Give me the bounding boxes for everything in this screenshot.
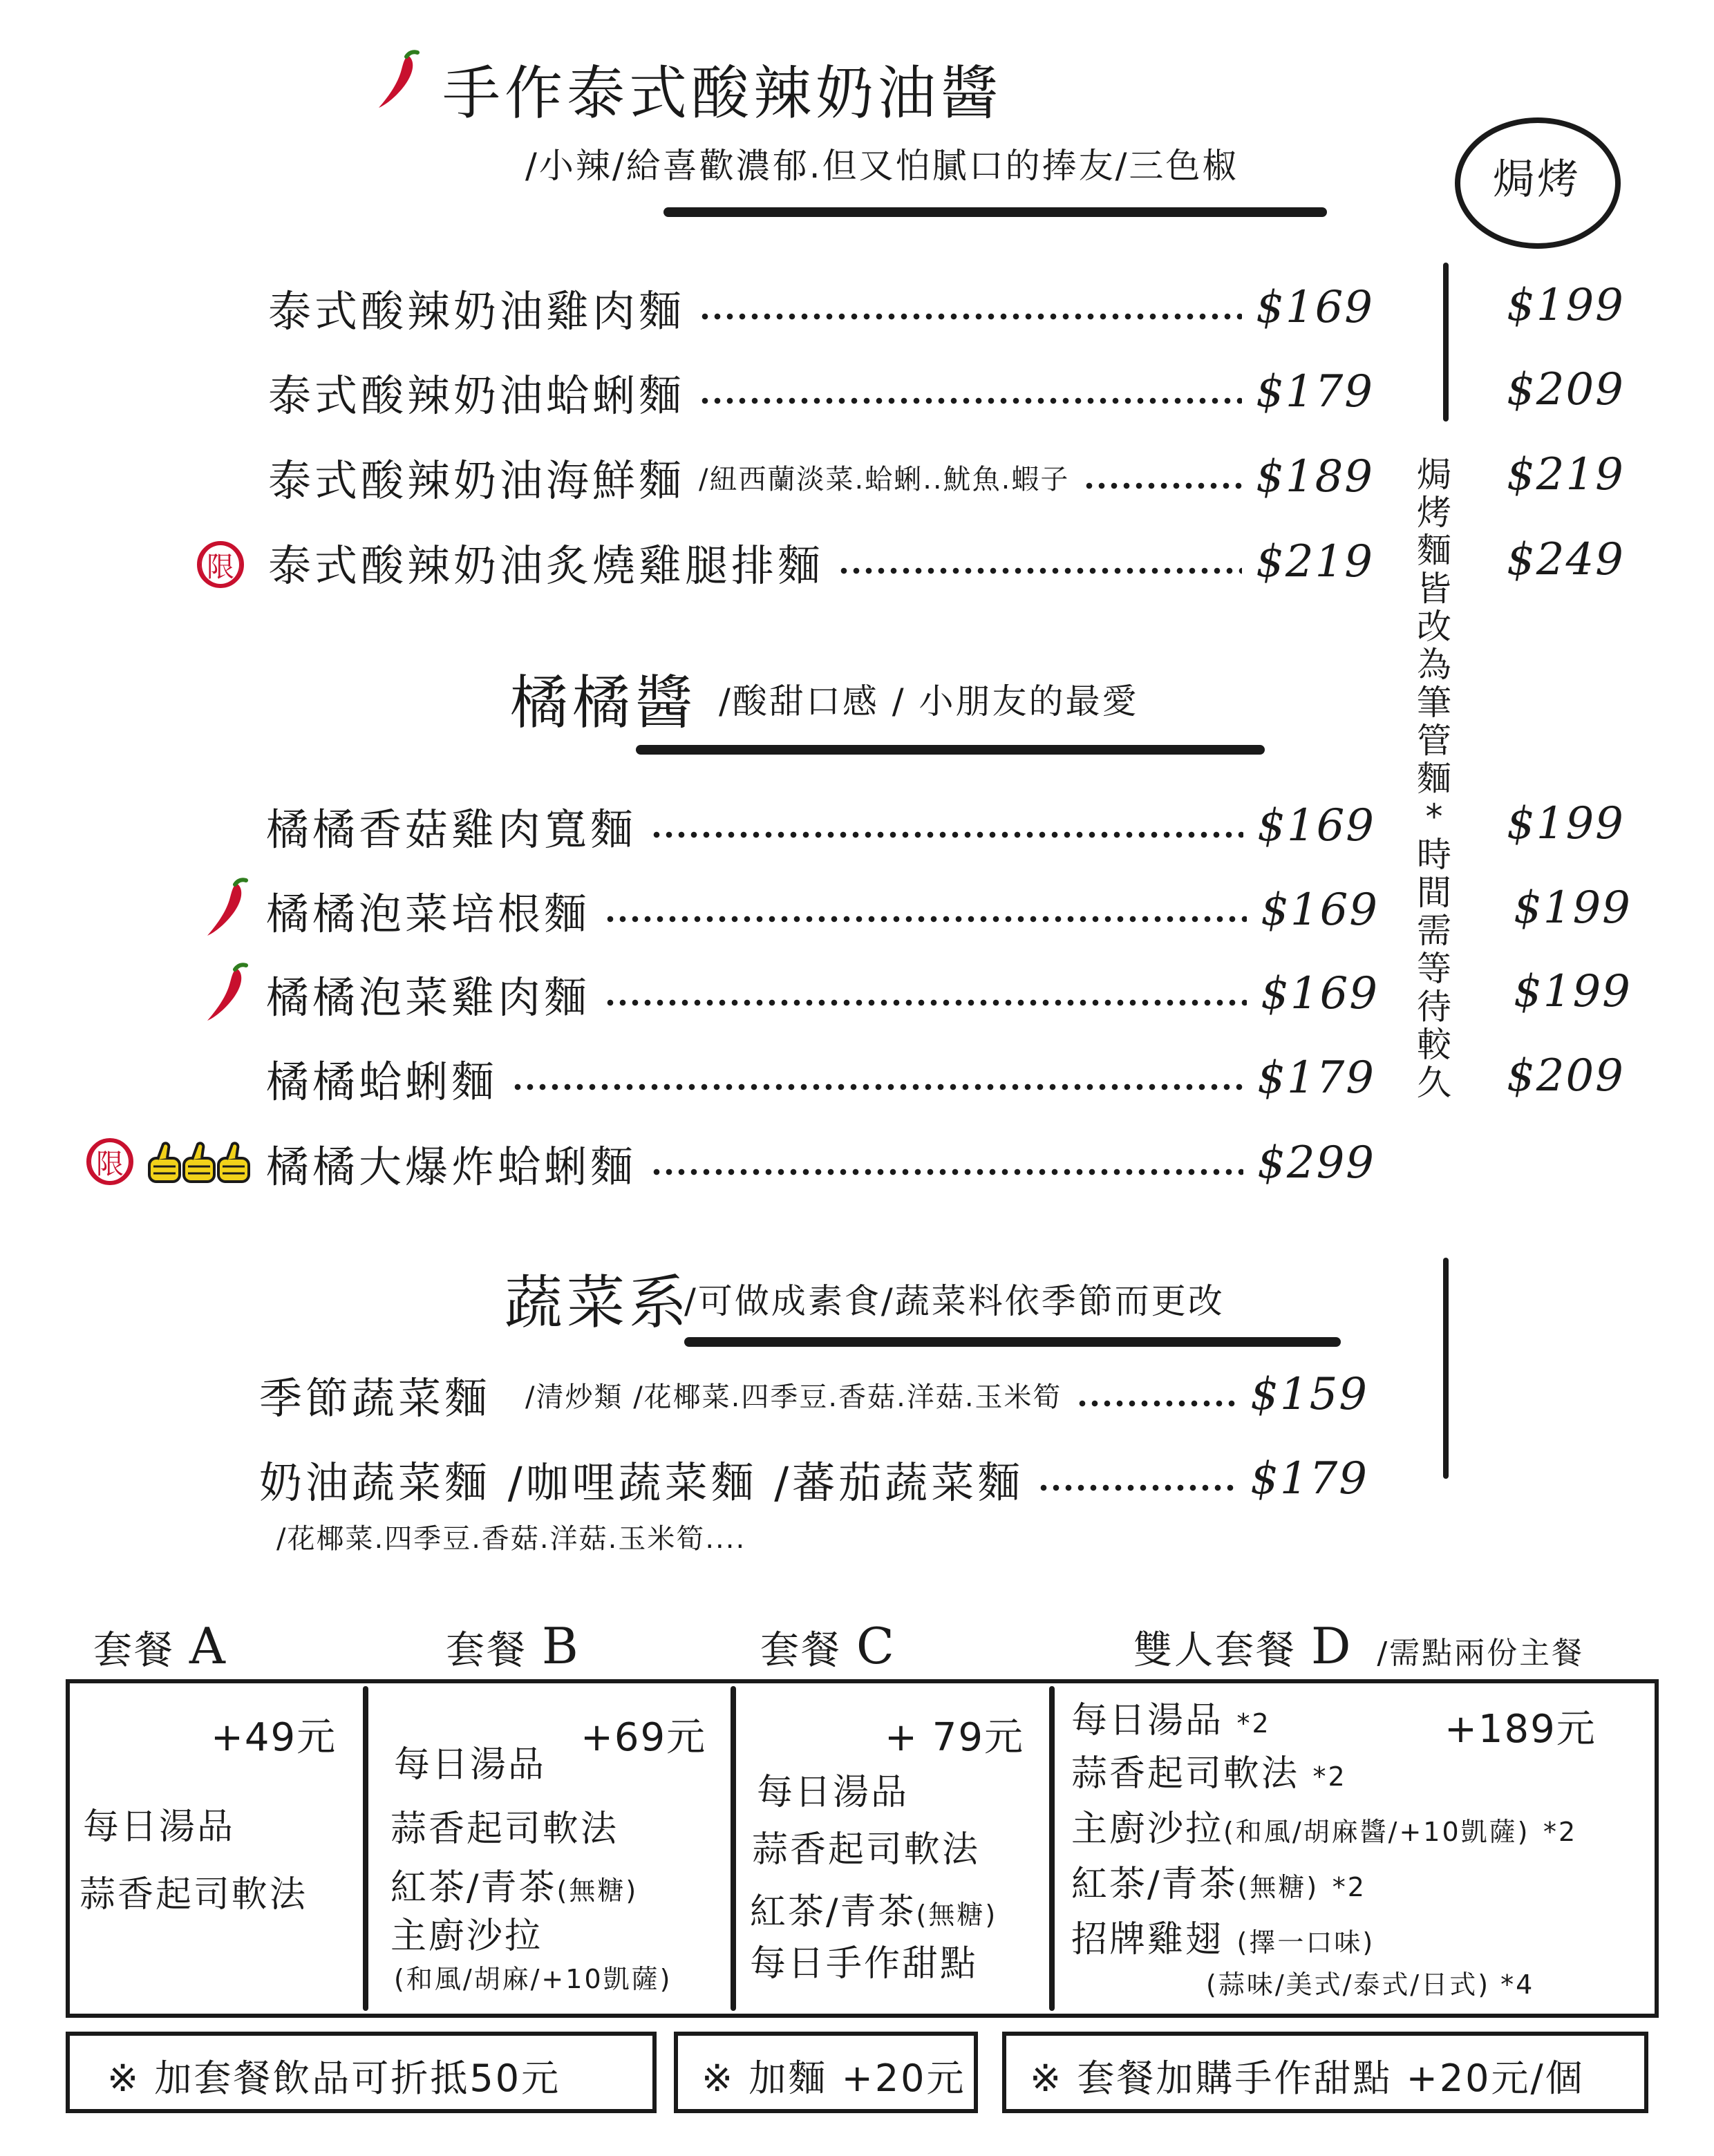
item-name: 泰式酸辣奶油海鮮麵 xyxy=(268,455,686,506)
roast-price: $209 xyxy=(1507,364,1625,415)
roast-price: $209 xyxy=(1507,1050,1625,1101)
set-d-price: +189元 xyxy=(1444,1707,1597,1752)
leader-dots xyxy=(699,312,1242,321)
set-c-line: 蒜香起司軟法 xyxy=(752,1829,981,1871)
leader-dots xyxy=(511,1082,1243,1092)
set-c-price: + 79元 xyxy=(885,1715,1024,1760)
vertical-note-char: 改 xyxy=(1417,607,1451,647)
item-name: 季節蔬菜麵 xyxy=(259,1372,491,1424)
veg-extra-note: /花椰菜.四季豆.香菇.洋菇.玉米筍.... xyxy=(276,1523,746,1555)
menu-item xyxy=(266,1135,1375,1191)
tomato-section-title: 橘橘醬 xyxy=(510,669,697,737)
set-a-price: +49元 xyxy=(211,1715,337,1760)
vertical-note-char: 筆 xyxy=(1417,683,1451,723)
vertical-note-char: 管 xyxy=(1417,721,1451,761)
set-b-line: 每日湯品 xyxy=(394,1744,547,1786)
leader-dots xyxy=(604,998,1247,1008)
set-d-heading: 雙人套餐 D /需點兩份主餐 xyxy=(1133,1617,1585,1675)
set-b-heading: 套餐 B xyxy=(446,1617,581,1675)
chili-pepper-icon xyxy=(373,50,422,112)
column-divider xyxy=(1049,1686,1055,2011)
add-dessert-text: ※ 套餐加購手作甜點 +20元/個 xyxy=(1030,2056,1585,2100)
vertical-note-char: 為 xyxy=(1417,645,1451,685)
set-d-line: 紅茶/青茶(無糖) *2 xyxy=(1071,1864,1366,1905)
set-a-line: 蒜香起司軟法 xyxy=(79,1874,308,1916)
item-note: /紐西蘭淡菜.蛤蜊..魷魚.蝦子 xyxy=(699,463,1070,495)
vertical-note-char: 焗 xyxy=(1417,455,1451,495)
leader-dots xyxy=(699,396,1242,406)
thumbs-up-icon xyxy=(214,1140,253,1184)
thumbs-up-icon xyxy=(145,1140,184,1184)
menu-item xyxy=(268,534,1374,589)
menu-item xyxy=(259,1451,1368,1506)
set-d-line: 每日湯品 *2 xyxy=(1071,1700,1271,1741)
vertical-note-char: * xyxy=(1425,797,1443,837)
brush-divider xyxy=(636,745,1265,755)
brush-divider xyxy=(684,1337,1341,1347)
set-d-line: 招牌雞翅 (擇一口味) xyxy=(1071,1919,1375,1960)
menu-item xyxy=(268,364,1374,419)
tomato-section-subtitle: /酸甜口感 / 小朋友的最愛 xyxy=(719,681,1139,721)
veg-section-subtitle: /可做成素食/蔬菜料依季節而更改 xyxy=(684,1281,1225,1321)
item-name: 泰式酸辣奶油炙燒雞腿排麵 xyxy=(268,540,825,591)
item-price: $169 xyxy=(1261,968,1379,1019)
item-price: $189 xyxy=(1256,451,1374,502)
vertical-note-char: 等 xyxy=(1417,949,1451,989)
item-price: $179 xyxy=(1257,1052,1375,1104)
menu-item xyxy=(266,1050,1375,1106)
set-b-salad-note: (和風/胡麻/+10凱薩) xyxy=(394,1964,672,1994)
menu-item xyxy=(266,882,1379,938)
item-note: /清炒類 /花椰菜.四季豆.香菇.洋菇.玉米筍 xyxy=(525,1381,1062,1413)
set-b-line: 蒜香起司軟法 xyxy=(390,1808,619,1850)
item-name: 橘橘泡菜培根麵 xyxy=(266,888,591,939)
menu-item xyxy=(268,280,1374,335)
set-a-heading: 套餐 A xyxy=(93,1617,227,1675)
add-noodle-text: ※ 加麵 +20元 xyxy=(701,2056,966,2100)
column-divider xyxy=(363,1686,368,2011)
item-name: 橘橘蛤蜊麵 xyxy=(266,1056,498,1107)
column-divider xyxy=(731,1686,736,2011)
menu-item xyxy=(268,449,1374,504)
drink-discount-text: ※ 加套餐飲品可折抵50元 xyxy=(107,2056,561,2100)
item-name: 奶油蔬菜麵 /咖哩蔬菜麵 /蕃茄蔬菜麵 xyxy=(259,1457,1024,1508)
chili-pepper-icon xyxy=(202,963,250,1025)
set-c-line: 紅茶/青茶(無糖) xyxy=(750,1891,998,1933)
leader-dots xyxy=(604,914,1247,924)
roast-price: $199 xyxy=(1514,966,1632,1017)
roast-price: $219 xyxy=(1507,449,1625,500)
set-b-price: +69元 xyxy=(581,1715,707,1760)
thai-section-subtitle: /小辣/給喜歡濃郁.但又怕膩口的捧友/三色椒 xyxy=(525,146,1239,186)
item-price: $159 xyxy=(1250,1369,1368,1420)
menu-item xyxy=(266,966,1379,1021)
item-price: $179 xyxy=(1256,366,1374,417)
veg-section-title: 蔬菜系 xyxy=(505,1269,692,1336)
roast-vertical-note xyxy=(1413,456,1455,1102)
set-c-heading: 套餐 C xyxy=(760,1617,896,1675)
item-price: $299 xyxy=(1257,1137,1375,1189)
item-name: 橘橘泡菜雞肉麵 xyxy=(266,972,591,1023)
item-price: $169 xyxy=(1257,800,1375,851)
item-name: 橘橘香菇雞肉寬麵 xyxy=(266,804,637,855)
brush-divider xyxy=(663,207,1327,217)
limited-badge: 限 xyxy=(197,541,244,588)
set-b-line: 紅茶/青茶(無糖) xyxy=(390,1867,639,1909)
vertical-note-char: 皆 xyxy=(1417,569,1451,609)
vertical-note-char: 烤 xyxy=(1417,493,1451,533)
roast-price: $249 xyxy=(1507,534,1625,585)
vertical-note-char: 待 xyxy=(1417,987,1451,1027)
menu-item xyxy=(259,1367,1368,1422)
leader-dots xyxy=(650,1167,1243,1177)
roast-price: $199 xyxy=(1514,882,1632,934)
vertical-note-char: 久 xyxy=(1417,1063,1451,1103)
item-price: $169 xyxy=(1256,282,1374,333)
roast-price: $199 xyxy=(1507,798,1625,849)
vertical-note-char: 麵 xyxy=(1417,759,1451,799)
chili-pepper-icon xyxy=(202,878,250,940)
set-b-line: 主廚沙拉 xyxy=(390,1916,543,1957)
set-a-line: 每日湯品 xyxy=(83,1806,236,1848)
item-name: 橘橘大爆炸蛤蜊麵 xyxy=(266,1141,637,1192)
roast-label: 焗烤 xyxy=(1493,155,1581,204)
set-d-line: 蒜香起司軟法 *2 xyxy=(1071,1753,1347,1795)
vertical-note-char: 較 xyxy=(1417,1025,1451,1065)
vertical-brush xyxy=(1443,1258,1449,1479)
thai-section-title: 手作泰式酸辣奶油醬 xyxy=(442,59,1003,127)
vertical-brush xyxy=(1443,263,1449,422)
item-name: 泰式酸辣奶油雞肉麵 xyxy=(268,285,686,337)
item-name: 泰式酸辣奶油蛤蜊麵 xyxy=(268,370,686,421)
leader-dots xyxy=(650,830,1243,840)
set-d-wing-flavors: (蒜味/美式/泰式/日式) *4 xyxy=(1206,1969,1535,2000)
set-d-line: 主廚沙拉(和風/胡麻醬/+10凱薩) *2 xyxy=(1071,1808,1578,1850)
vertical-note-char: 時 xyxy=(1417,835,1451,875)
set-c-line: 每日手作甜點 xyxy=(750,1943,979,1985)
vertical-note-char: 麵 xyxy=(1417,531,1451,571)
limited-badge: 限 xyxy=(86,1138,133,1185)
leader-dots xyxy=(1037,1483,1236,1493)
item-price: $219 xyxy=(1256,536,1374,587)
vertical-note-char: 間 xyxy=(1417,873,1451,913)
leader-dots xyxy=(1083,481,1242,491)
leader-dots xyxy=(1076,1399,1237,1408)
thumbs-up-icon xyxy=(180,1140,218,1184)
item-price: $169 xyxy=(1261,885,1379,936)
menu-item xyxy=(266,798,1375,853)
vertical-note-char: 需 xyxy=(1417,911,1451,951)
leader-dots xyxy=(838,566,1242,576)
set-c-line: 每日湯品 xyxy=(757,1772,910,1813)
item-price: $179 xyxy=(1250,1453,1368,1504)
roast-price: $199 xyxy=(1507,280,1625,331)
